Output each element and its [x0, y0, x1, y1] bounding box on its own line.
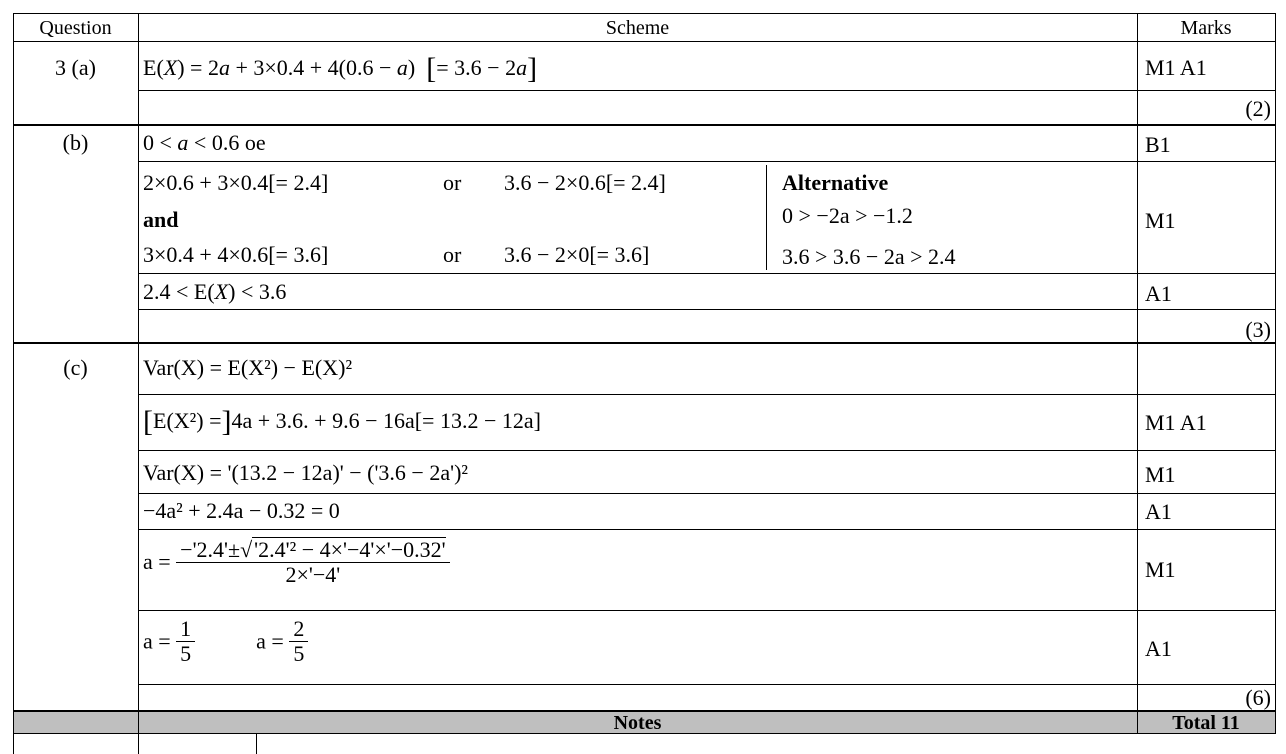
marks-a: M1 A1 — [1145, 55, 1207, 80]
rule-b3 — [138, 309, 1276, 310]
rule-a1 — [138, 90, 1276, 91]
rule-top — [13, 13, 1276, 14]
rule-a-end — [13, 124, 1276, 126]
subtotal-c: (6) — [1245, 685, 1271, 710]
question-label-a: 3 (a) — [55, 55, 96, 80]
solutions: a = $\frac{1}{5}$ a = $\frac{2}{5}$ — [143, 617, 308, 666]
expectation-range: 2.4 < E(X) < 3.6 — [143, 279, 287, 304]
variance-substitution: Var(X) = '(13.2 − 12a)' − ('3.6 − 2a')² — [143, 460, 468, 485]
rule-c3 — [138, 493, 1276, 494]
rule-question-col — [138, 13, 139, 754]
rule-left — [13, 13, 14, 754]
marks-c-quad: A1 — [1145, 499, 1172, 524]
marks-c-varsub: M1 — [1145, 462, 1176, 487]
total-marks: Total 11 — [1172, 712, 1240, 734]
rule-header-bottom — [13, 41, 1276, 42]
calc1-left: 2×0.6 + 3×0.4[= 2.4] — [143, 170, 329, 195]
notes-heading: Notes — [613, 712, 662, 734]
rule-b1 — [138, 161, 1276, 162]
rule-notes-sub — [256, 733, 257, 754]
header-scheme: Scheme — [605, 17, 670, 39]
rule-b2 — [138, 273, 1276, 274]
expectation-formula-a: E(X) = 2a + 3×0.4 + 4(0.6 − a) [= 3.6 − 2a] — [143, 52, 538, 85]
header-marks: Marks — [1180, 17, 1232, 39]
marks-b-range: B1 — [1145, 132, 1171, 157]
rule-alternative — [766, 165, 767, 270]
question-label-b: (b) — [62, 130, 89, 155]
quadratic-equation: −4a² + 2.4a − 0.32 = 0 — [143, 498, 340, 523]
rule-c1 — [138, 394, 1276, 395]
subtotal-b: (3) — [1245, 317, 1271, 342]
rule-c4 — [138, 529, 1276, 530]
marks-b-calc: M1 — [1145, 208, 1176, 233]
calc2-or: or — [443, 242, 462, 267]
quadratic-formula: a = $\frac{\text{−'2.4'±√'2.4'² − 4×'−4'×'−0.32'}}{2\times'-4'}$ — [143, 537, 450, 587]
marks-c-ex2: M1 A1 — [1145, 410, 1207, 435]
rule-c6 — [138, 684, 1276, 685]
calc1-right: 3.6 − 2×0.6[= 2.4] — [504, 170, 666, 195]
subtotal-a: (2) — [1245, 96, 1271, 121]
calc1-or: or — [443, 170, 462, 195]
alternative-line-1: 0 > −2a > −1.2 — [782, 203, 913, 228]
rule-b-end — [13, 342, 1276, 344]
rule-right — [1275, 13, 1276, 733]
question-label-c: (c) — [63, 355, 88, 380]
variance-definition: Var(X) = E(X²) − E(X)² — [143, 355, 353, 380]
marks-b-result: A1 — [1145, 281, 1172, 306]
calc2-left: 3×0.4 + 4×0.6[= 3.6] — [143, 242, 329, 267]
ex2-formula: [E(X²) =]4a + 3.6. + 9.6 − 16a[= 13.2 − 12a] — [143, 405, 541, 438]
alternative-title: Alternative — [782, 170, 889, 195]
alternative-line-2: 3.6 > 3.6 − 2a > 2.4 — [782, 244, 956, 269]
and-label: and — [143, 207, 179, 232]
mark-scheme-page — [13, 13, 1276, 754]
rule-c5 — [138, 610, 1276, 611]
marks-c-formula: M1 — [1145, 557, 1176, 582]
marks-c-solutions: A1 — [1145, 636, 1172, 661]
calc2-right: 3.6 − 2×0[= 3.6] — [504, 242, 650, 267]
range-of-a: 0 < a < 0.6 oe — [143, 130, 266, 155]
header-question: Question — [39, 17, 112, 39]
rule-c2 — [138, 450, 1276, 451]
rule-marks-col — [1137, 13, 1138, 733]
